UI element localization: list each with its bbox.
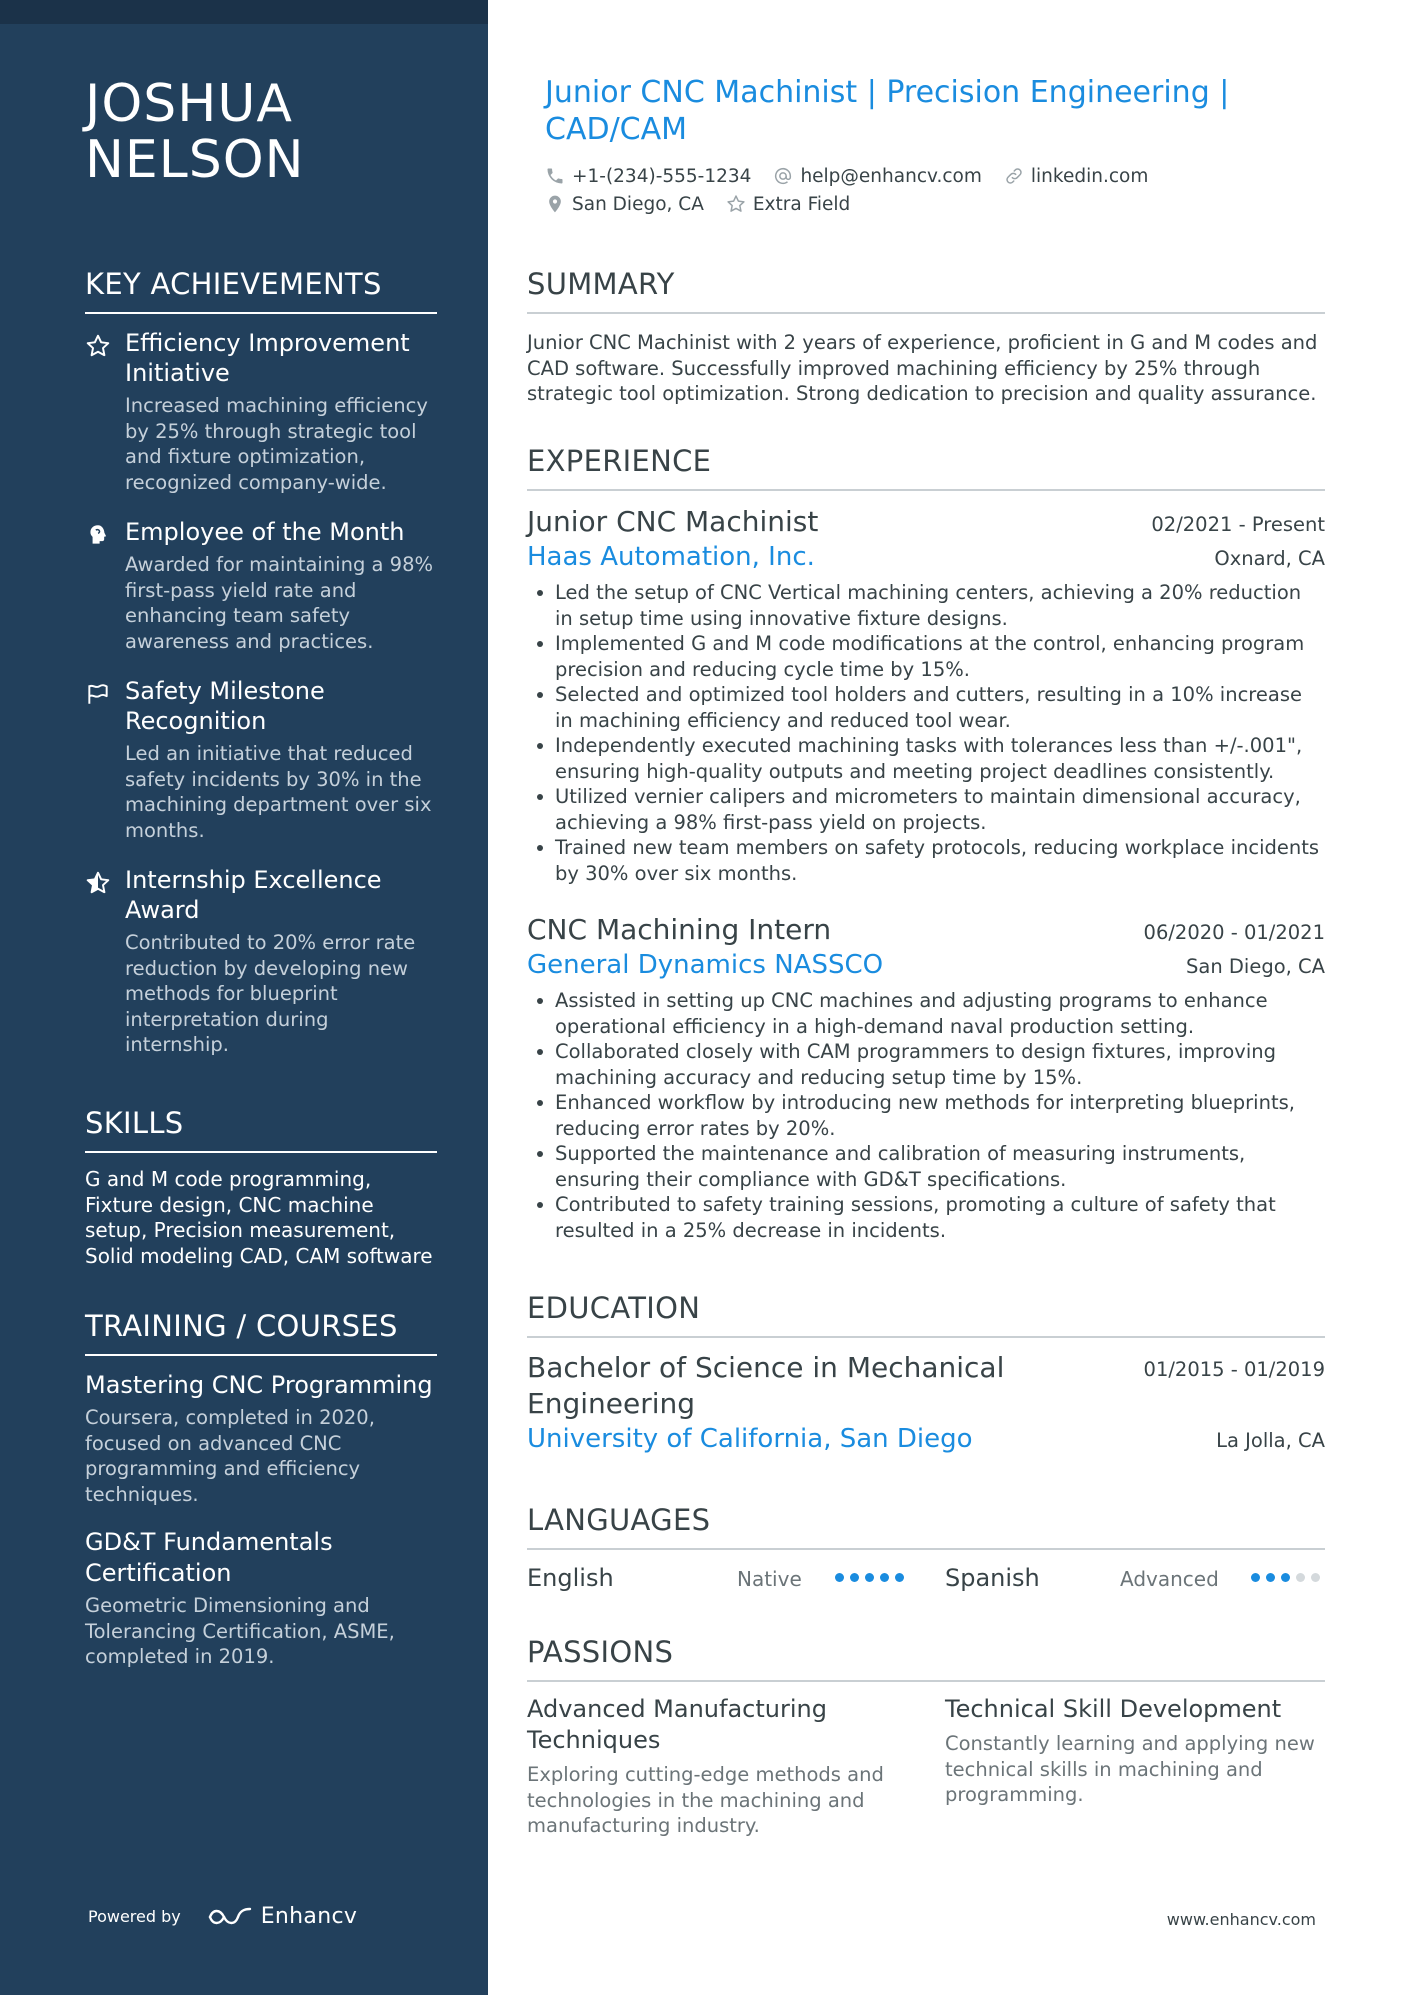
linkedin-text: linkedin.com <box>1030 165 1149 187</box>
course-item <box>85 1370 437 1507</box>
flag-icon <box>85 681 111 707</box>
candidate-name: JOSHUA NELSON <box>85 74 305 190</box>
skills-section <box>85 1105 437 1269</box>
phone-text: +1-(234)-555-1234 <box>572 165 752 187</box>
location-contact <box>545 194 704 215</box>
rating-dot <box>1296 1573 1305 1582</box>
contact-row <box>545 190 1305 218</box>
course-description: Coursera, completed in 2020, focused on advanced CNC programming and efficiency techniques. <box>85 1406 375 1506</box>
company-name: General Dynamics NASSCO <box>527 950 884 980</box>
star-outline-icon <box>726 194 746 214</box>
language-name: Spanish <box>945 1564 1040 1592</box>
course-item <box>85 1527 437 1670</box>
language-name: English <box>527 1564 614 1592</box>
extra-field-text: Extra Field <box>752 193 851 215</box>
key-achievements-title: KEY ACHIEVEMENTS <box>85 266 437 314</box>
education-entry <box>527 1350 1325 1456</box>
experience-title: EXPERIENCE <box>527 443 1325 491</box>
achievement-description: Contributed to 20% error rate reduction by developing new methods for blueprint interpretation during internship. <box>125 931 416 1056</box>
phone-icon <box>545 166 565 186</box>
achievement-item <box>85 517 437 654</box>
achievement-title: Safety Milestone Recognition <box>125 677 325 735</box>
rating-dot <box>1266 1573 1275 1582</box>
language-rating <box>1251 1573 1326 1582</box>
job-bullets <box>527 580 1325 886</box>
job-location: Oxnard, CA <box>1214 547 1325 570</box>
website-link[interactable]: www.enhancv.com <box>1166 1910 1316 1929</box>
rating-dot <box>895 1573 904 1582</box>
achievement-description: Led an initiative that reduced safety incidents by 30% in the machining department over six months. <box>125 742 432 842</box>
rating-dot <box>865 1573 874 1582</box>
rating-dot <box>880 1573 889 1582</box>
summary-text: Junior CNC Machinist with 2 years of experience, proficient in G and M codes and CAD software. Successfully improved machining efficiency by 25% through strategic tool optimization. Strong dedication to precision and quality assurance. <box>527 331 1318 405</box>
list-item: Contributed to safety training sessions, promoting a culture of safety that resulted in a 25% decrease in incidents. <box>527 1192 1325 1243</box>
passion-description: Constantly learning and applying new technical skills in machining and programming. <box>945 1732 1315 1806</box>
passions-title: PASSIONS <box>527 1634 1325 1682</box>
achievement-item <box>85 865 437 1058</box>
star-outline-icon <box>85 333 111 359</box>
sidebar <box>0 0 488 1995</box>
rating-dot <box>1251 1573 1260 1582</box>
enhancv-logo[interactable] <box>207 1904 357 1929</box>
experience-entry <box>527 504 1325 886</box>
brain-icon <box>85 522 111 548</box>
passion-description: Exploring cutting-edge methods and technologies in the machining and manufacturing industry. <box>527 1763 884 1837</box>
language-item <box>945 1560 1325 1596</box>
degree-title: Bachelor of Science in Mechanical Engineering <box>527 1351 1005 1420</box>
list-item: Selected and optimized tool holders and cutters, resulting in a 10% increase in machining efficiency and reduced tool wear. <box>527 682 1325 733</box>
rating-dot <box>850 1573 859 1582</box>
sidebar-top-bar <box>0 0 488 24</box>
list-item: Collaborated closely with CAM programmers to design fixtures, improving machining accuracy and reducing setup time by 15%. <box>527 1039 1325 1090</box>
language-item <box>527 1560 907 1596</box>
language-rating <box>835 1573 910 1582</box>
star-half-icon <box>85 870 111 896</box>
list-item: Assisted in setting up CNC machines and adjusting programs to enhance operational efficiency in a high-demand naval production setting. <box>527 988 1325 1039</box>
list-item: Enhanced workflow by introducing new methods for interpreting blueprints, reducing error rates by 20%. <box>527 1090 1325 1141</box>
passion-item <box>945 1694 1325 1808</box>
job-dates: 02/2021 - Present <box>1151 513 1325 536</box>
job-bullets <box>527 988 1325 1243</box>
achievement-item <box>85 328 437 495</box>
course-title: GD&T Fundamentals Certification <box>85 1528 333 1587</box>
job-title: Junior CNC Machinist <box>527 505 819 538</box>
powered-by <box>88 1904 357 1929</box>
skills-list: G and M code programming, Fixture design, CNC machine setup, Precision measurement, Solid modeling CAD, CAM software <box>85 1167 433 1268</box>
experience-entry <box>527 912 1325 1243</box>
list-item: Supported the maintenance and calibration of measuring instruments, ensuring their compliance with GD&T specifications. <box>527 1141 1325 1192</box>
passion-title: Technical Skill Development <box>945 1695 1282 1723</box>
email-text: help@enhancv.com <box>800 165 982 187</box>
list-item: Trained new team members on safety protocols, reducing workplace incidents by 30% over six months. <box>527 835 1325 886</box>
list-item: Implemented G and M code modifications at the control, enhancing program precision and reducing cycle time by 15%. <box>527 631 1325 682</box>
key-achievements-section <box>85 266 437 1080</box>
phone-contact[interactable] <box>545 166 751 187</box>
passion-item <box>527 1694 907 1839</box>
education-title: EDUCATION <box>527 1290 1325 1338</box>
language-level: Native <box>737 1567 802 1591</box>
achievement-item <box>85 676 437 843</box>
enhancv-logo-icon <box>207 1905 253 1929</box>
location-pin-icon <box>545 194 565 214</box>
contact-info <box>545 162 1305 218</box>
at-icon <box>773 166 793 186</box>
headline: Junior CNC Machinist | Precision Engineering | CAD/CAM <box>545 75 1230 147</box>
training-title: TRAINING / COURSES <box>85 1308 437 1356</box>
linkedin-contact[interactable] <box>1004 166 1148 187</box>
contact-row <box>545 162 1305 190</box>
school-name: University of California, San Diego <box>527 1424 973 1454</box>
job-location: San Diego, CA <box>1186 955 1325 978</box>
job-dates: 06/2020 - 01/2021 <box>1143 921 1325 944</box>
training-section <box>85 1308 437 1690</box>
languages-title: LANGUAGES <box>527 1502 1325 1550</box>
achievement-title: Employee of the Month <box>125 518 405 546</box>
course-title: Mastering CNC Programming <box>85 1371 433 1399</box>
summary-title: SUMMARY <box>527 266 1325 314</box>
email-contact[interactable] <box>773 166 981 187</box>
school-location: La Jolla, CA <box>1216 1429 1325 1452</box>
languages-list <box>527 1560 1325 1596</box>
skills-title: SKILLS <box>85 1105 437 1153</box>
extra-field-contact <box>726 194 850 215</box>
achievement-title: Efficiency Improvement Initiative <box>125 329 410 387</box>
powered-by-label: Powered by <box>88 1907 181 1926</box>
passion-title: Advanced Manufacturing Techniques <box>527 1695 827 1754</box>
rating-dot <box>1281 1573 1290 1582</box>
job-title: CNC Machining Intern <box>527 913 832 946</box>
education-dates: 01/2015 - 01/2019 <box>1143 1358 1325 1381</box>
rating-dot <box>1311 1573 1320 1582</box>
list-item: Led the setup of CNC Vertical machining centers, achieving a 20% reduction in setup time using innovative fixture designs. <box>527 580 1325 631</box>
achievement-description: Awarded for maintaining a 98% first-pass yield rate and enhancing team safety awareness and practices. <box>125 553 434 653</box>
link-icon <box>1004 166 1024 186</box>
achievement-description: Increased machining efficiency by 25% through strategic tool and fixture optimization, recognized company-wide. <box>125 394 428 494</box>
list-item: Utilized vernier calipers and micrometers to maintain dimensional accuracy, achieving a 98% first-pass yield on projects. <box>527 784 1325 835</box>
language-level: Advanced <box>1120 1567 1219 1591</box>
rating-dot <box>835 1573 844 1582</box>
location-text: San Diego, CA <box>572 193 704 215</box>
list-item: Independently executed machining tasks with tolerances less than +/-.001", ensuring high-quality outputs and meeting project deadlines consistently. <box>527 733 1325 784</box>
course-description: Geometric Dimensioning and Tolerancing Certification, ASME, completed in 2019. <box>85 1594 395 1668</box>
company-name: Haas Automation, Inc. <box>527 542 815 572</box>
enhancv-logo-text: Enhancv <box>260 1904 358 1929</box>
achievement-title: Internship Excellence Award <box>125 866 382 924</box>
